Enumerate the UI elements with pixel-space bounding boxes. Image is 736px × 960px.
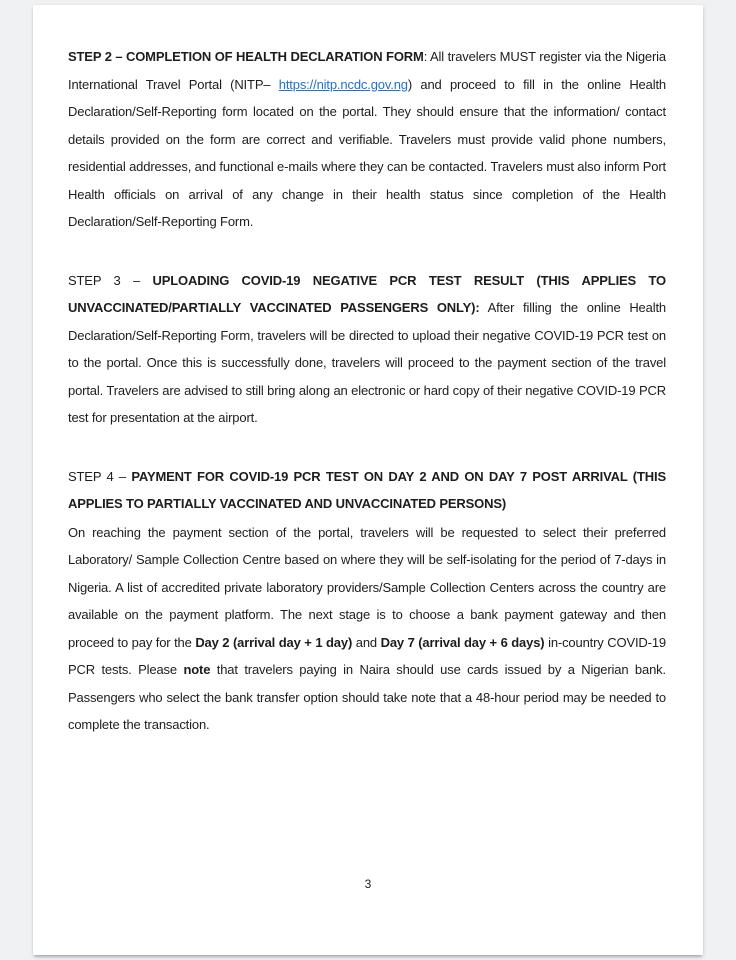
- document-page: [33, 5, 703, 955]
- paragraph-step-4-heading: [68, 463, 666, 518]
- page-number: 3: [364, 877, 372, 891]
- paragraph-step-4-body: [68, 519, 666, 739]
- text-segment: Day 7 (arrival day + 6 days): [380, 634, 545, 650]
- text-segment: : All travelers MUST register via the Nigeria International Travel Portal (NITP–: [68, 49, 666, 92]
- text-segment: Day 2 (arrival day + 1 day): [195, 634, 353, 650]
- text-segment: note: [183, 662, 211, 677]
- paragraph-step-3: [68, 267, 666, 432]
- text-segment: in-country COVID-19 PCR tests. Please: [68, 634, 667, 677]
- text-segment: STEP 4 –: [68, 468, 132, 484]
- nitp-portal-link[interactable]: https://nitp.ncdc.gov.ng: [278, 76, 408, 92]
- text-segment: On reaching the payment section of the portal, travelers will be requested to select their preferred Laboratory/ Sample Collection Centre based on where they will be self-isolating for the period of 7-days in Nigeria. A list of accredited private laboratory providers/Sample Collection Centers across the country are available on the payment platform. The next stage is to choose a bank payment gateway and then proceed to pay for the: [68, 524, 666, 650]
- paragraph-step-2: [68, 43, 666, 236]
- text-segment: PAYMENT FOR COVID-19 PCR TEST ON DAY 2 AND ON DAY 7 POST ARRIVAL (THIS APPLIES TO PARTIALLY VACCINATED AND UNVACCINATED PERSONS): [68, 468, 666, 511]
- text-segment: and: [352, 634, 381, 650]
- text-segment: After filling the online Health Declaration/Self-Reporting Form, travelers will be directed to upload their negative COVID-19 PCR test on to the portal. Once this is successfully done, travelers will proceed to the payment section of the travel portal. Travelers are advised to still bring along an electronic or hard copy of their negative COVID-19 PCR test for presentation at the airport.: [68, 300, 667, 425]
- text-segment: STEP 3 –: [68, 272, 153, 288]
- text-segment: STEP 2 – COMPLETION OF HEALTH DECLARATION FORM: [68, 49, 424, 64]
- page-content: [33, 5, 703, 739]
- text-segment: UPLOADING COVID-19 NEGATIVE PCR TEST RESULT (THIS APPLIES TO UNVACCINATED/PARTIALLY VACCINATED PASSENGERS ONLY):: [68, 272, 666, 315]
- text-segment: that travelers paying in Naira should use cards issued by a Nigerian bank. Passengers who select the bank transfer option should take note that a 48-hour period may be needed to complete the transaction.: [68, 662, 666, 732]
- text-segment: ) and proceed to fill in the online Health Declaration/Self-Reporting form located on the portal. They should ensure that the information/ contact details provided on the form are correct and verifiable. Travelers must provide valid phone numbers, residential addresses, and functional e-mails where they can be contacted. Travelers must also inform Port Health officials on arrival of any change in their health status since completion of the Health Declaration/Self-Reporting Form.: [68, 76, 666, 229]
